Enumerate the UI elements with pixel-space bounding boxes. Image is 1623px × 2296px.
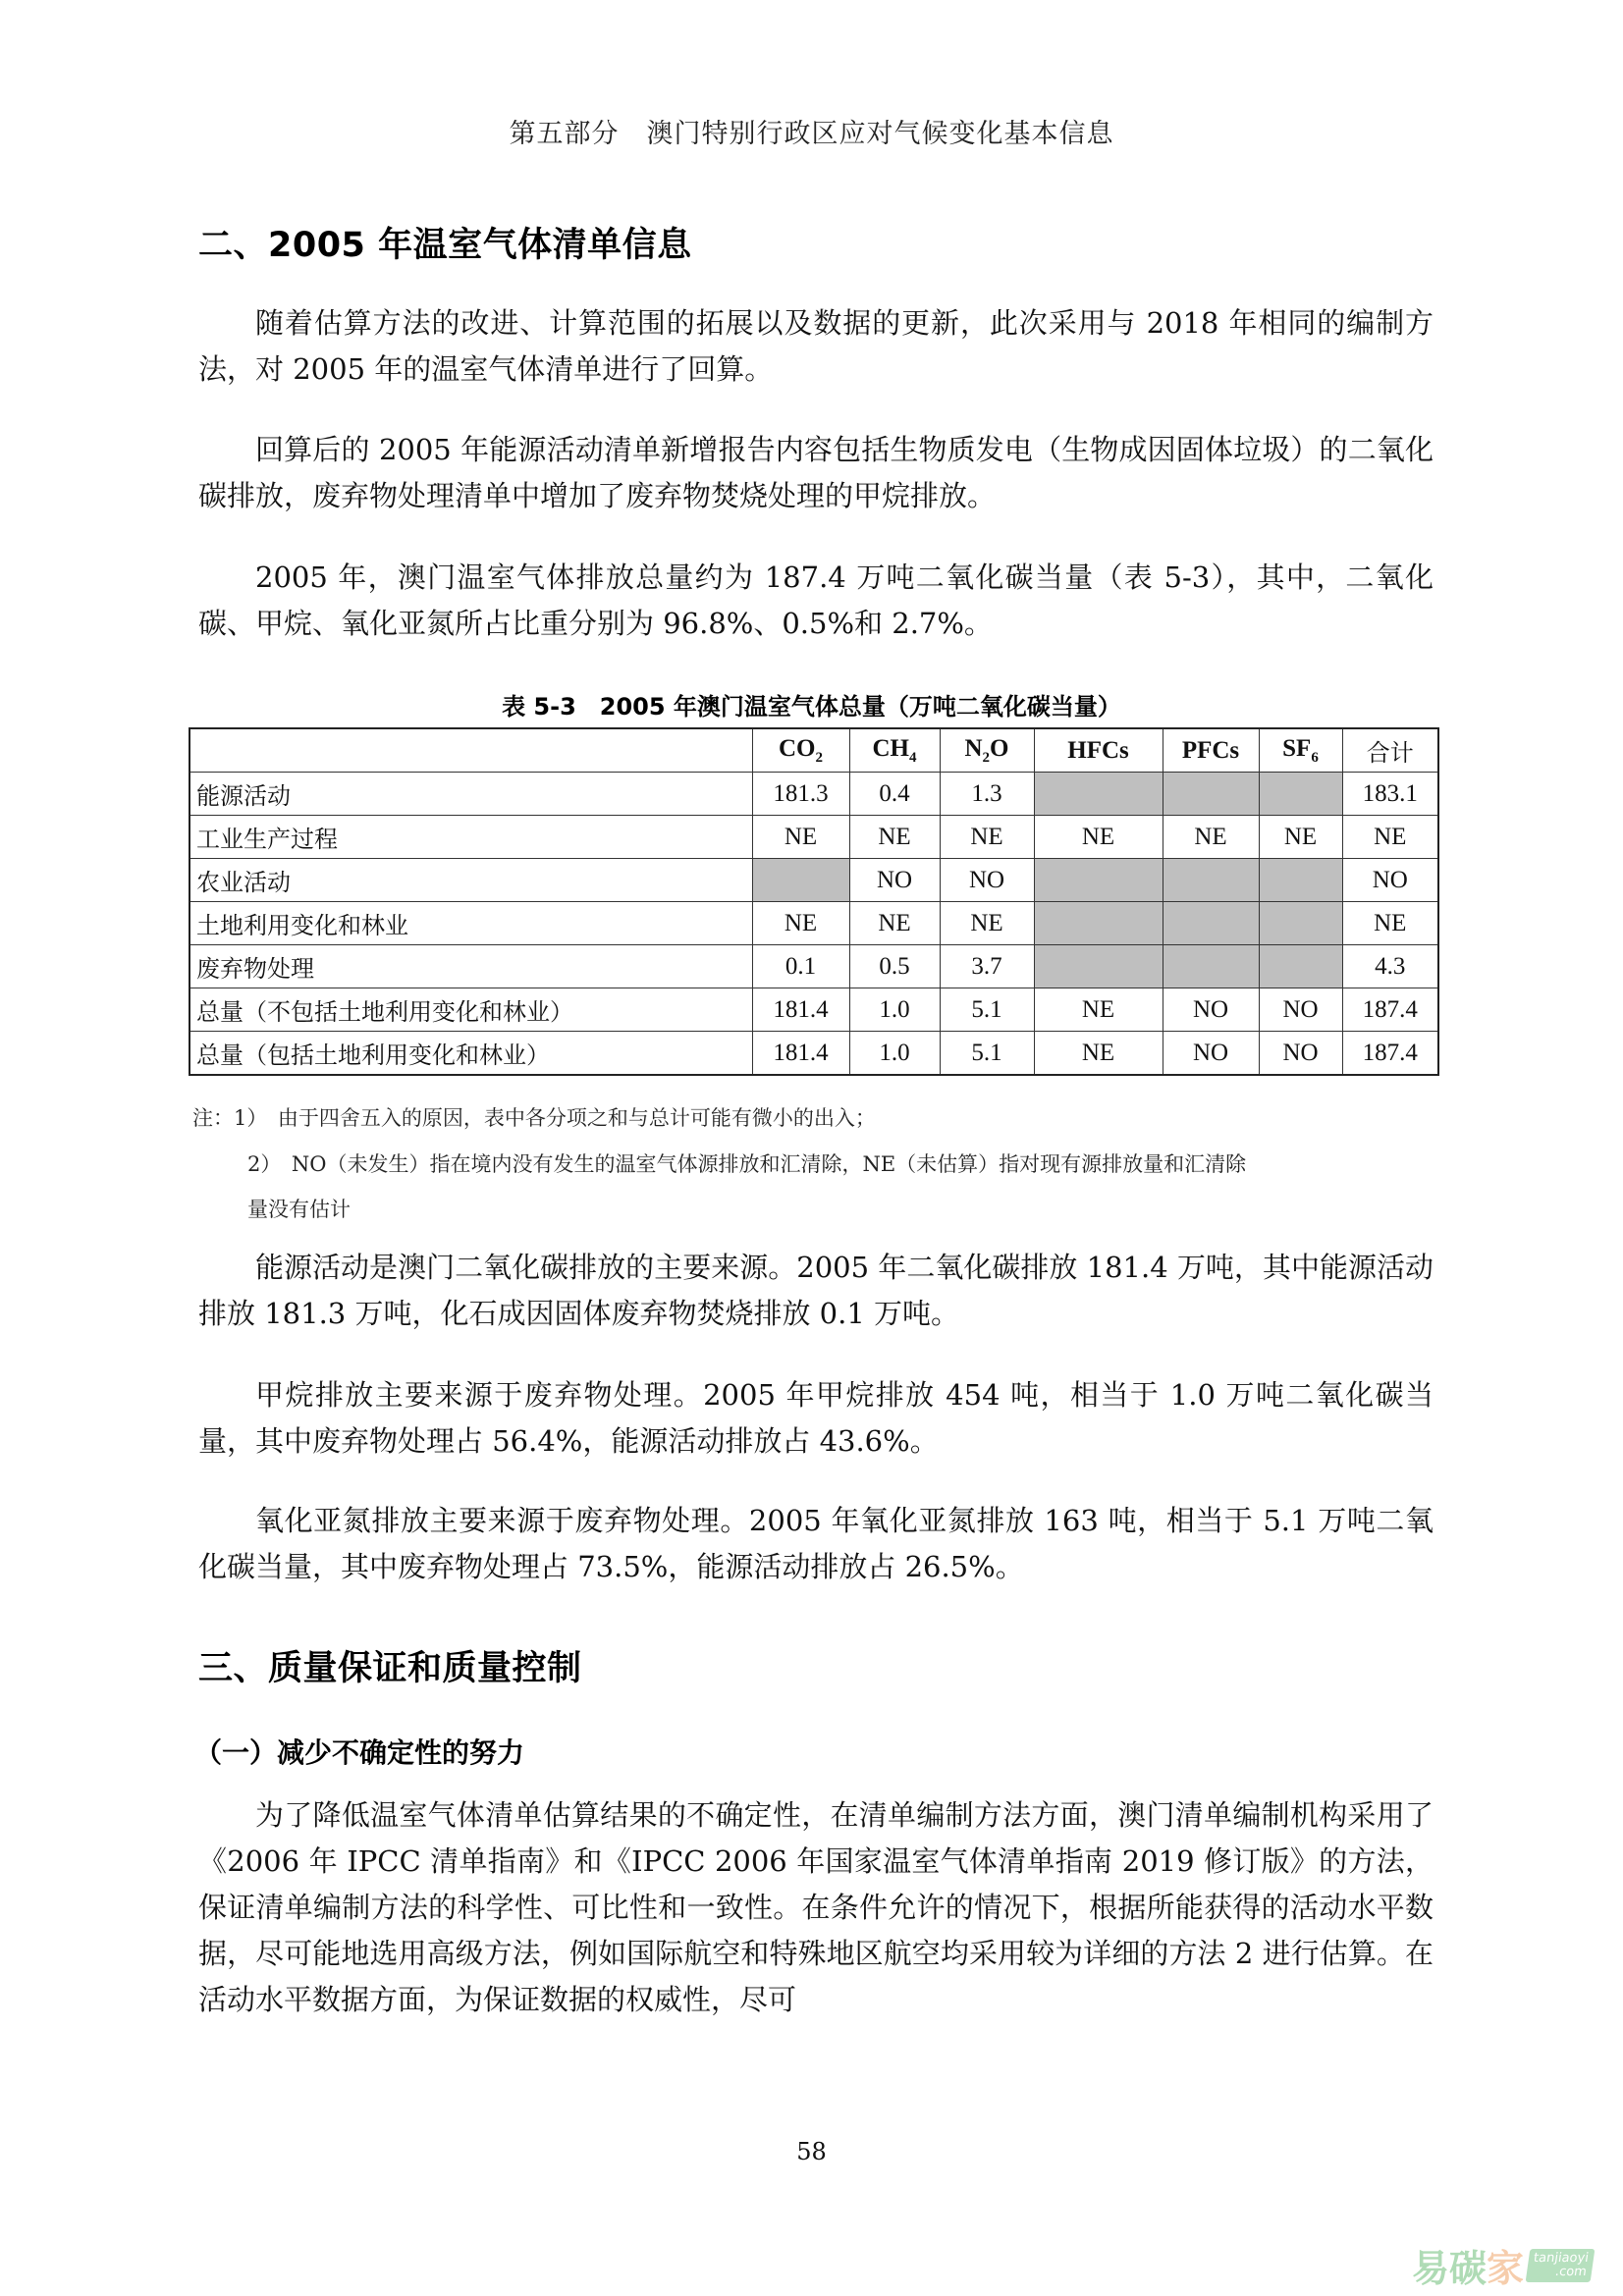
watermark-logo [1412, 2238, 1593, 2292]
row-label: 农业活动 [189, 859, 752, 902]
value-cell: 187.4 [1342, 1032, 1438, 1076]
header-subscript: 6 [1311, 749, 1319, 766]
header-gas-suffix: O [990, 734, 1009, 762]
paragraph-co2-sources: 能源活动是澳门二氧化碳排放的主要来源。2005 年二氧化碳排放 181.4 万吨，其中能源活动排放 181.3 万吨，化石成因固体废弃物焚烧排放 0.1 万吨。 [198, 1251, 1434, 1330]
shaded-cell [1034, 859, 1163, 902]
value-cell: NE [752, 902, 849, 945]
note-1-text: 1） 由于四舍五入的原因，表中各分项之和与总计可能有微小的出入； [234, 1106, 876, 1130]
table-note-2-line2: 量没有估计 [247, 1198, 351, 1221]
watermark-domain-badge [1526, 2249, 1596, 2282]
header-cell [1163, 728, 1259, 773]
row-label: 总量（不包括土地利用变化和林业） [189, 988, 752, 1032]
table-row [189, 988, 1438, 1032]
header-subscript: 2 [982, 749, 991, 766]
value-cell: 181.3 [752, 773, 849, 816]
shaded-cell [752, 859, 849, 902]
value-cell: NE [1342, 902, 1438, 945]
value-cell: 0.1 [752, 945, 849, 988]
header-cell [849, 728, 940, 773]
header-subscript: 2 [815, 749, 823, 766]
shaded-cell [1163, 945, 1259, 988]
header-gas-name: PFCs [1181, 736, 1240, 764]
watermark-char-jia: 家 [1487, 2247, 1525, 2290]
header-cell [1342, 728, 1438, 773]
value-cell: 5.1 [940, 1032, 1034, 1076]
paragraph-new-content: 回算后的 2005 年能源活动清单新增报告内容包括生物质发电（生物成因固体垃圾）的二氧化碳排放，废弃物处理清单中增加了废弃物焚烧处理的甲烷排放。 [198, 433, 1434, 512]
value-cell: NE [1163, 816, 1259, 859]
value-cell: NE [1259, 816, 1342, 859]
table-row [189, 859, 1438, 902]
shaded-cell [1034, 945, 1163, 988]
shaded-cell [1034, 902, 1163, 945]
table-row [189, 816, 1438, 859]
header-gas-name: HFCs [1067, 736, 1129, 764]
shaded-cell [1259, 945, 1342, 988]
table-row [189, 1032, 1438, 1076]
value-cell: 187.4 [1342, 988, 1438, 1032]
value-cell: NO [1163, 1032, 1259, 1076]
subsection-heading-uncertainty: （一）减少不确定性的努力 [194, 1736, 525, 1769]
table-row [189, 773, 1438, 816]
watermark-domain-line1: tanjiaoyi [1533, 2250, 1590, 2266]
value-cell: 4.3 [1342, 945, 1438, 988]
watermark-domain-line2: .com [1553, 2264, 1588, 2279]
value-cell: NE [940, 902, 1034, 945]
header-gas-name: N [964, 734, 983, 762]
header-cell [752, 728, 849, 773]
value-cell: 1.0 [849, 988, 940, 1032]
value-cell: NE [849, 816, 940, 859]
value-cell: NO [940, 859, 1034, 902]
watermark-char-yi: 易 [1412, 2247, 1450, 2290]
value-cell: NO [1163, 988, 1259, 1032]
row-label: 工业生产过程 [189, 816, 752, 859]
header-cell [1259, 728, 1342, 773]
value-cell: NE [1342, 816, 1438, 859]
header-gas-name: CH [872, 734, 909, 762]
row-label: 能源活动 [189, 773, 752, 816]
value-cell: 181.4 [752, 988, 849, 1032]
value-cell: NE [849, 902, 940, 945]
row-label: 废弃物处理 [189, 945, 752, 988]
value-cell: 181.4 [752, 1032, 849, 1076]
shaded-cell [1034, 773, 1163, 816]
header-gas-name: 合计 [1366, 739, 1414, 767]
value-cell: 5.1 [940, 988, 1034, 1032]
value-cell: NE [1034, 816, 1163, 859]
value-cell: NO [849, 859, 940, 902]
page-number: 58 [796, 2138, 827, 2165]
shaded-cell [1163, 773, 1259, 816]
value-cell: NO [1259, 1032, 1342, 1076]
value-cell: 0.4 [849, 773, 940, 816]
running-header: 第五部分 澳门特别行政区应对气候变化基本信息 [509, 119, 1114, 149]
header-gas-name: CO [779, 734, 816, 762]
value-cell: NE [1034, 1032, 1163, 1076]
table-row [189, 902, 1438, 945]
note-prefix: 注： [192, 1106, 234, 1130]
table-header-row [189, 728, 1438, 773]
ghg-totals-table [189, 727, 1439, 1076]
value-cell: 3.7 [940, 945, 1034, 988]
shaded-cell [1259, 902, 1342, 945]
paragraph-uncertainty-methods: 为了降低温室气体清单估算结果的不确定性，在清单编制方法方面，澳门清单编制机构采用了《2006 年 IPCC 清单指南》和《IPCC 2006 年国家温室气体清单指南 2019 修订版》的方法，保证清单编制方法的科学性、可比性和一致性。在条件允许的情况下，根据所能获得的活动水平数据，尽可能地选用高级方法，例如国际航空和特殊地区航空均采用较为详细的方法 2 进行估算。在活动水平数据方面，为保证数据的权威性，尽可 [198, 1798, 1434, 2016]
value-cell: 183.1 [1342, 773, 1438, 816]
value-cell: NE [940, 816, 1034, 859]
table-row [189, 945, 1438, 988]
row-label: 土地利用变化和林业 [189, 902, 752, 945]
value-cell: 1.3 [940, 773, 1034, 816]
paragraph-total-emissions: 2005 年，澳门温室气体排放总量约为 187.4 万吨二氧化碳当量（表 5-3），其中，二氧化碳、甲烷、氧化亚氮所占比重分别为 96.8%、0.5%和 2.7%。 [198, 561, 1434, 640]
header-subscript: 4 [909, 749, 917, 766]
table-note-2-line1: 2） NO（未发生）指在境内没有发生的温室气体源排放和汇清除，NE（未估算）指对现有源排放量和汇清除 [247, 1152, 1247, 1176]
shaded-cell [1163, 902, 1259, 945]
shaded-cell [1259, 773, 1342, 816]
header-gas-name: SF [1282, 734, 1312, 762]
header-cell [940, 728, 1034, 773]
header-cell [1034, 728, 1163, 773]
section-heading-ghg-inventory: 二、2005 年温室气体清单信息 [198, 226, 692, 265]
watermark-char-tan: 碳 [1449, 2247, 1488, 2290]
shaded-cell [1259, 859, 1342, 902]
value-cell: NO [1342, 859, 1438, 902]
value-cell: 0.5 [849, 945, 940, 988]
value-cell: NE [752, 816, 849, 859]
value-cell: 1.0 [849, 1032, 940, 1076]
section-heading-qa-qc: 三、质量保证和质量控制 [198, 1649, 582, 1688]
table-note-1 [192, 1103, 876, 1133]
table-caption: 表 5-3 2005 年澳门温室气体总量（万吨二氧化碳当量） [502, 693, 1121, 721]
paragraph-n2o-sources: 氧化亚氮排放主要来源于废弃物处理。2005 年氧化亚氮排放 163 吨，相当于 5.1 万吨二氧化碳当量，其中废弃物处理占 73.5%，能源活动排放占 26.5%。 [198, 1504, 1434, 1583]
header-cell-blank [189, 728, 752, 773]
shaded-cell [1163, 859, 1259, 902]
value-cell: NE [1034, 988, 1163, 1032]
value-cell: NO [1259, 988, 1342, 1032]
paragraph-ch4-sources: 甲烷排放主要来源于废弃物处理。2005 年甲烷排放 454 吨，相当于 1.0 万吨二氧化碳当量，其中废弃物处理占 56.4%，能源活动排放占 43.6%。 [198, 1378, 1434, 1458]
paragraph-recalculation: 随着估算方法的改进、计算范围的拓展以及数据的更新，此次采用与 2018 年相同的编制方法，对 2005 年的温室气体清单进行了回算。 [198, 306, 1434, 386]
row-label: 总量（包括土地利用变化和林业） [189, 1032, 752, 1076]
